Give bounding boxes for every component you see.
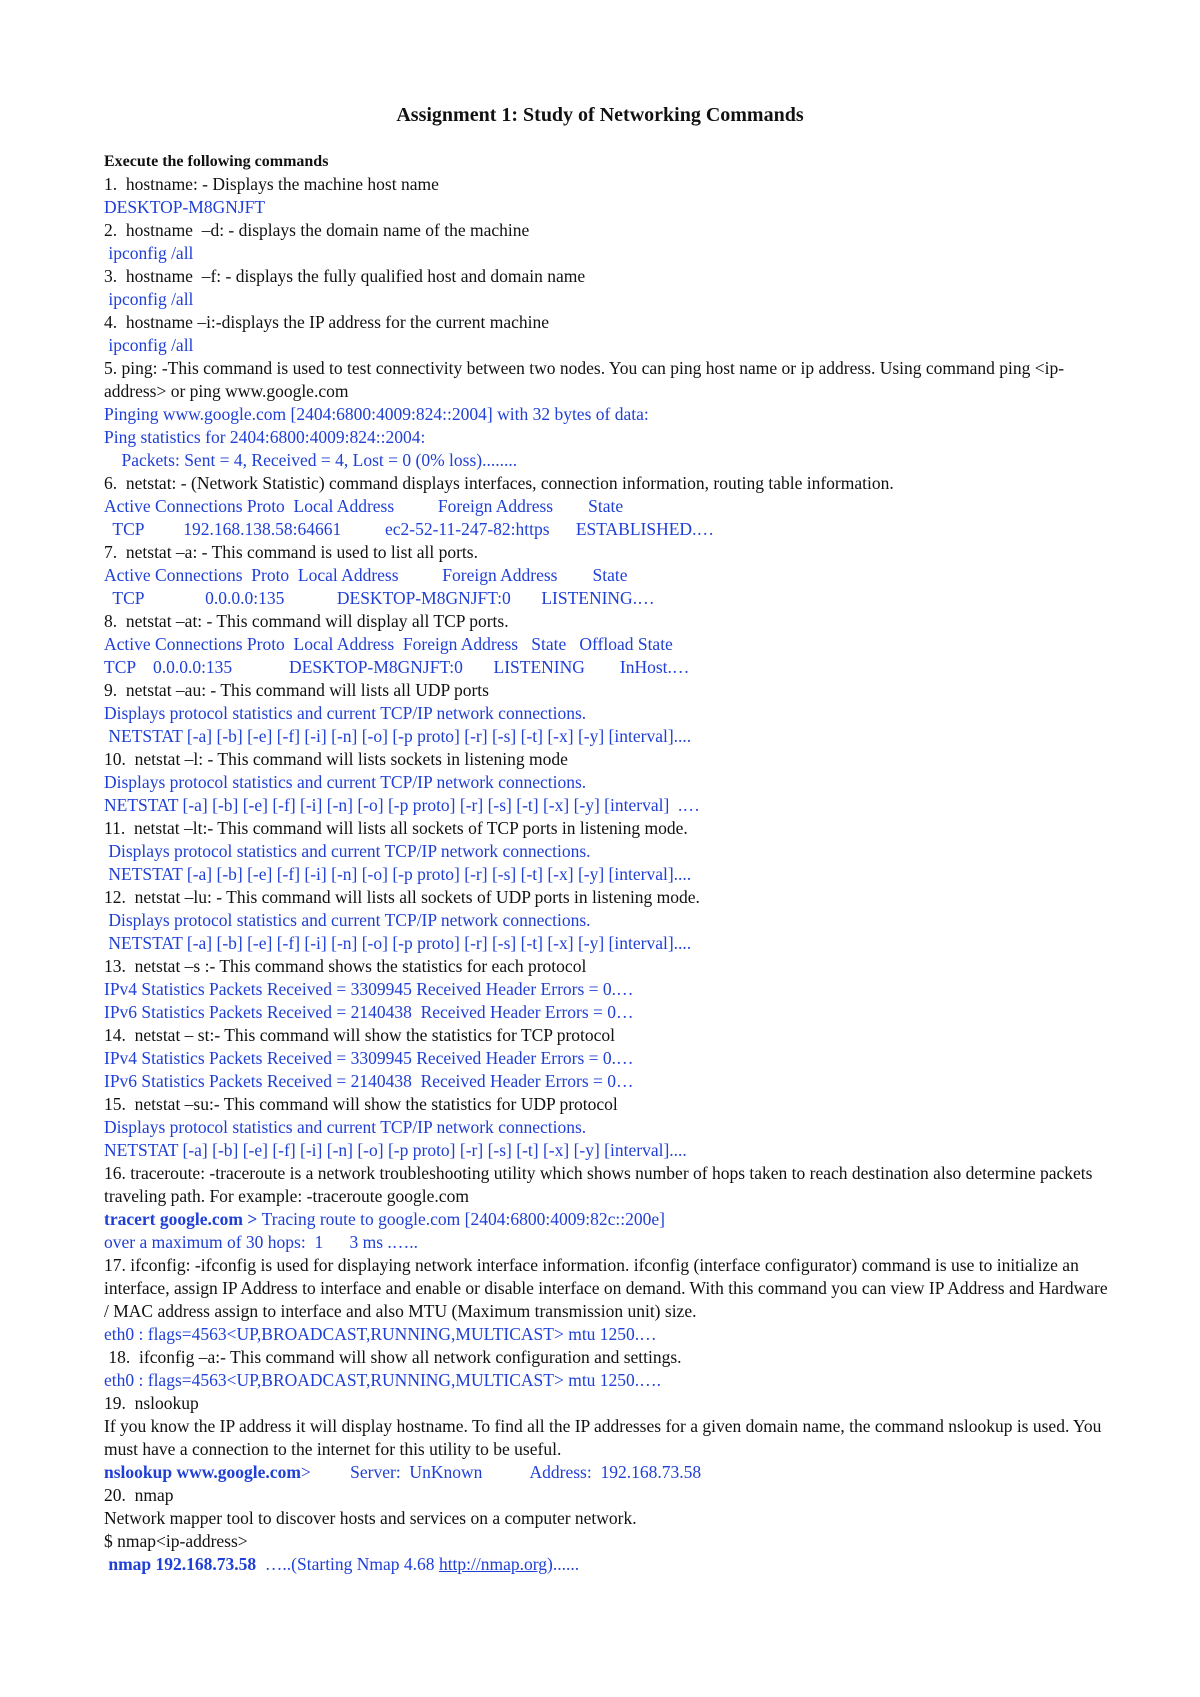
line-text: ipconfig /all (104, 243, 194, 263)
command-output-line (104, 1047, 1114, 1070)
command-output-line (104, 403, 1114, 426)
line-text: ipconfig /all (104, 335, 194, 355)
line-text: over a maximum of 30 hops: 1 3 ms .….. (104, 1232, 419, 1252)
line-text: Tracing route to google.com [2404:6800:4009:82c::200e] (261, 1209, 665, 1229)
command-output-line (104, 1553, 1114, 1576)
line-text: ipconfig /all (104, 289, 194, 309)
line-text: 17. ifconfig: -ifconfig is used for displaying network interface information. ifconfig (interface configurator) command is use to initialize an interface, assign IP Address to interface and enable or disable interface on demand. With this command you can view IP Address and Hardware / MAC address assign to interface and also MTU (Maximum transmission unit) size. (104, 1255, 1108, 1321)
command-output-line (104, 449, 1114, 472)
command-description-line (104, 1024, 1114, 1047)
line-text: Active Connections Proto Local Address Foreign Address State (104, 565, 628, 585)
line-text: Active Connections Proto Local Address Foreign Address State (104, 496, 624, 516)
command-output-line (104, 1139, 1114, 1162)
line-text: NETSTAT [-a] [-b] [-e] [-f] [-i] [-n] [-o] [-p proto] [-r] [-s] [-t] [-x] [-y] [interval].... (104, 933, 692, 953)
command-output-line (104, 1070, 1114, 1093)
command-output-line (104, 196, 1114, 219)
command-output-line (104, 334, 1114, 357)
line-text: tracert google.com > (104, 1209, 262, 1229)
line-text: IPv4 Statistics Packets Received = 3309945 Received Header Errors = 0.… (104, 979, 634, 999)
command-description-line (104, 472, 1114, 495)
command-output-line (104, 932, 1114, 955)
command-description-line (104, 219, 1114, 242)
line-text: IPv4 Statistics Packets Received = 3309945 Received Header Errors = 0.… (104, 1048, 634, 1068)
line-text: > Server: UnKnown Address: 192.168.73.58 (300, 1462, 702, 1482)
command-description-line (104, 1484, 1114, 1507)
command-description-line (104, 886, 1114, 909)
line-text: IPv6 Statistics Packets Received = 2140438 Received Header Errors = 0… (104, 1071, 634, 1091)
line-text: eth0 : flags=4563<UP,BROADCAST,RUNNING,MULTICAST> mtu 1250.… (104, 1324, 657, 1344)
line-text: Packets: Sent = 4, Received = 4, Lost = 0 (0% loss)........ (104, 450, 518, 470)
line-text: 11. netstat –lt:- This command will lists all sockets of TCP ports in listening mode. (104, 818, 688, 838)
command-output-line (104, 978, 1114, 1001)
command-output-line (104, 1369, 1114, 1392)
line-text: Pinging www.google.com [2404:6800:4009:824::2004] with 32 bytes of data: (104, 404, 649, 424)
line-text: eth0 : flags=4563<UP,BROADCAST,RUNNING,MULTICAST> mtu 1250.…. (104, 1370, 662, 1390)
command-output-line (104, 495, 1114, 518)
line-text: …..(Starting Nmap 4.68 (256, 1554, 439, 1574)
command-description-line (104, 1093, 1114, 1116)
line-text: )...... (547, 1554, 580, 1574)
line-text: TCP 0.0.0.0:135 DESKTOP-M8GNJFT:0 LISTENING InHost.… (104, 657, 690, 677)
command-output-line (104, 518, 1114, 541)
page-title: Assignment 1: Study of Networking Commands (396, 104, 804, 126)
line-text: 18. ifconfig –a:- This command will show all network configuration and settings. (104, 1347, 682, 1367)
line-text: NETSTAT [-a] [-b] [-e] [-f] [-i] [-n] [-o] [-p proto] [-r] [-s] [-t] [-x] [-y] [interval].... (104, 726, 692, 746)
command-output-line (104, 725, 1114, 748)
command-description-line (104, 173, 1114, 196)
line-text: Displays protocol statistics and current TCP/IP network connections. (104, 841, 591, 861)
line-text: nmap 192.168.73.58 (104, 1554, 257, 1574)
line-text: 12. netstat –lu: - This command will lists all sockets of UDP ports in listening mode. (104, 887, 700, 907)
line-text: Displays protocol statistics and current TCP/IP network connections. (104, 1117, 587, 1137)
line-text: 8. netstat –at: - This command will display all TCP ports. (104, 611, 509, 631)
command-output-line (104, 794, 1114, 817)
command-description-line (104, 1162, 1114, 1208)
line-text: 16. traceroute: -traceroute is a network troubleshooting utility which shows number of hops taken to reach destination also determine packets traveling path. For example: -traceroute google.com (104, 1163, 1093, 1206)
line-text: Displays protocol statistics and current TCP/IP network connections. (104, 703, 587, 723)
line-text: NETSTAT [-a] [-b] [-e] [-f] [-i] [-n] [-o] [-p proto] [-r] [-s] [-t] [-x] [-y] [interval] .… (104, 795, 700, 815)
command-description-line (104, 1415, 1114, 1461)
command-output-line (104, 771, 1114, 794)
command-output-line (104, 863, 1114, 886)
command-description-line (104, 679, 1114, 702)
command-description-line (104, 357, 1114, 403)
command-output-line (104, 1461, 1114, 1484)
command-description-line (104, 955, 1114, 978)
line-text: NETSTAT [-a] [-b] [-e] [-f] [-i] [-n] [-o] [-p proto] [-r] [-s] [-t] [-x] [-y] [interval].... (104, 864, 692, 884)
line-text: 20. nmap (104, 1485, 174, 1505)
command-output-line (104, 840, 1114, 863)
line-text: Network mapper tool to discover hosts and services on a computer network. (104, 1508, 637, 1528)
command-output-line (104, 1116, 1114, 1139)
line-text: nslookup www.google.com (104, 1462, 301, 1482)
line-text: 2. hostname –d: - displays the domain name of the machine (104, 220, 530, 240)
command-output-line (104, 587, 1114, 610)
line-text: 6. netstat: - (Network Statistic) command displays interfaces, connection information, routing table information. (104, 473, 894, 493)
command-description-line (104, 541, 1114, 564)
line-text: 19. nslookup (104, 1393, 199, 1413)
line-text: Displays protocol statistics and current TCP/IP network connections. (104, 772, 587, 792)
command-description-line (104, 610, 1114, 633)
command-description-line (104, 1254, 1114, 1323)
command-output-line (104, 1231, 1114, 1254)
document-body (104, 150, 1114, 1576)
command-output-line (104, 656, 1114, 679)
line-text: 10. netstat –l: - This command will lists sockets in listening mode (104, 749, 568, 769)
line-text: IPv6 Statistics Packets Received = 2140438 Received Header Errors = 0… (104, 1002, 634, 1022)
line-text: TCP 0.0.0.0:135 DESKTOP-M8GNJFT:0 LISTENING.… (104, 588, 655, 608)
command-output-line (104, 564, 1114, 587)
command-description-line (104, 311, 1114, 334)
command-description-line (104, 1392, 1114, 1415)
command-output-line (104, 909, 1114, 932)
command-output-line (104, 1323, 1114, 1346)
command-output-line (104, 242, 1114, 265)
command-description-line (104, 817, 1114, 840)
line-text: 9. netstat –au: - This command will lists all UDP ports (104, 680, 489, 700)
line-text: 1. hostname: - Displays the machine host name (104, 174, 439, 194)
line-text: $ nmap<ip-address> (104, 1531, 248, 1551)
line-text: Displays protocol statistics and current TCP/IP network connections. (104, 910, 591, 930)
command-description-line (104, 748, 1114, 771)
line-text: If you know the IP address it will display hostname. To find all the IP addresses for a given domain name, the command nslookup is used. You must have a connection to the internet for this utility to be useful. (104, 1416, 1102, 1459)
line-text: 5. ping: -This command is used to test connectivity between two nodes. You can ping host name or ip address. Using command ping <ip-address> or ping www.google.com (104, 358, 1065, 401)
command-description-line (104, 265, 1114, 288)
command-output-line (104, 426, 1114, 449)
command-output-line (104, 1001, 1114, 1024)
line-text: 15. netstat –su:- This command will show the statistics for UDP protocol (104, 1094, 618, 1114)
command-description-line (104, 1530, 1114, 1553)
line-text: NETSTAT [-a] [-b] [-e] [-f] [-i] [-n] [-o] [-p proto] [-r] [-s] [-t] [-x] [-y] [interval].... (104, 1140, 687, 1160)
line-text: DESKTOP-M8GNJFT (104, 197, 266, 217)
line-text: 7. netstat –a: - This command is used to list all ports. (104, 542, 478, 562)
command-output-line (104, 702, 1114, 725)
command-description-line (104, 1346, 1114, 1369)
line-text: Ping statistics for 2404:6800:4009:824::2004: (104, 427, 426, 447)
command-description-line (104, 1507, 1114, 1530)
line-text: 14. netstat – st:- This command will show the statistics for TCP protocol (104, 1025, 616, 1045)
command-output-line (104, 1208, 1114, 1231)
command-output-line (104, 288, 1114, 311)
line-text: TCP 192.168.138.58:64661 ec2-52-11-247-82:https ESTABLISHED.… (104, 519, 714, 539)
url-link[interactable]: http://nmap.org (438, 1554, 548, 1574)
intro-heading: Execute the following commands (104, 153, 329, 170)
line-text: Active Connections Proto Local Address Foreign Address State Offload State (104, 634, 673, 654)
line-text: 3. hostname –f: - displays the fully qualified host and domain name (104, 266, 586, 286)
command-output-line (104, 633, 1114, 656)
line-text: 4. hostname –i:-displays the IP address for the current machine (104, 312, 549, 332)
line-text: 13. netstat –s :- This command shows the statistics for each protocol (104, 956, 587, 976)
